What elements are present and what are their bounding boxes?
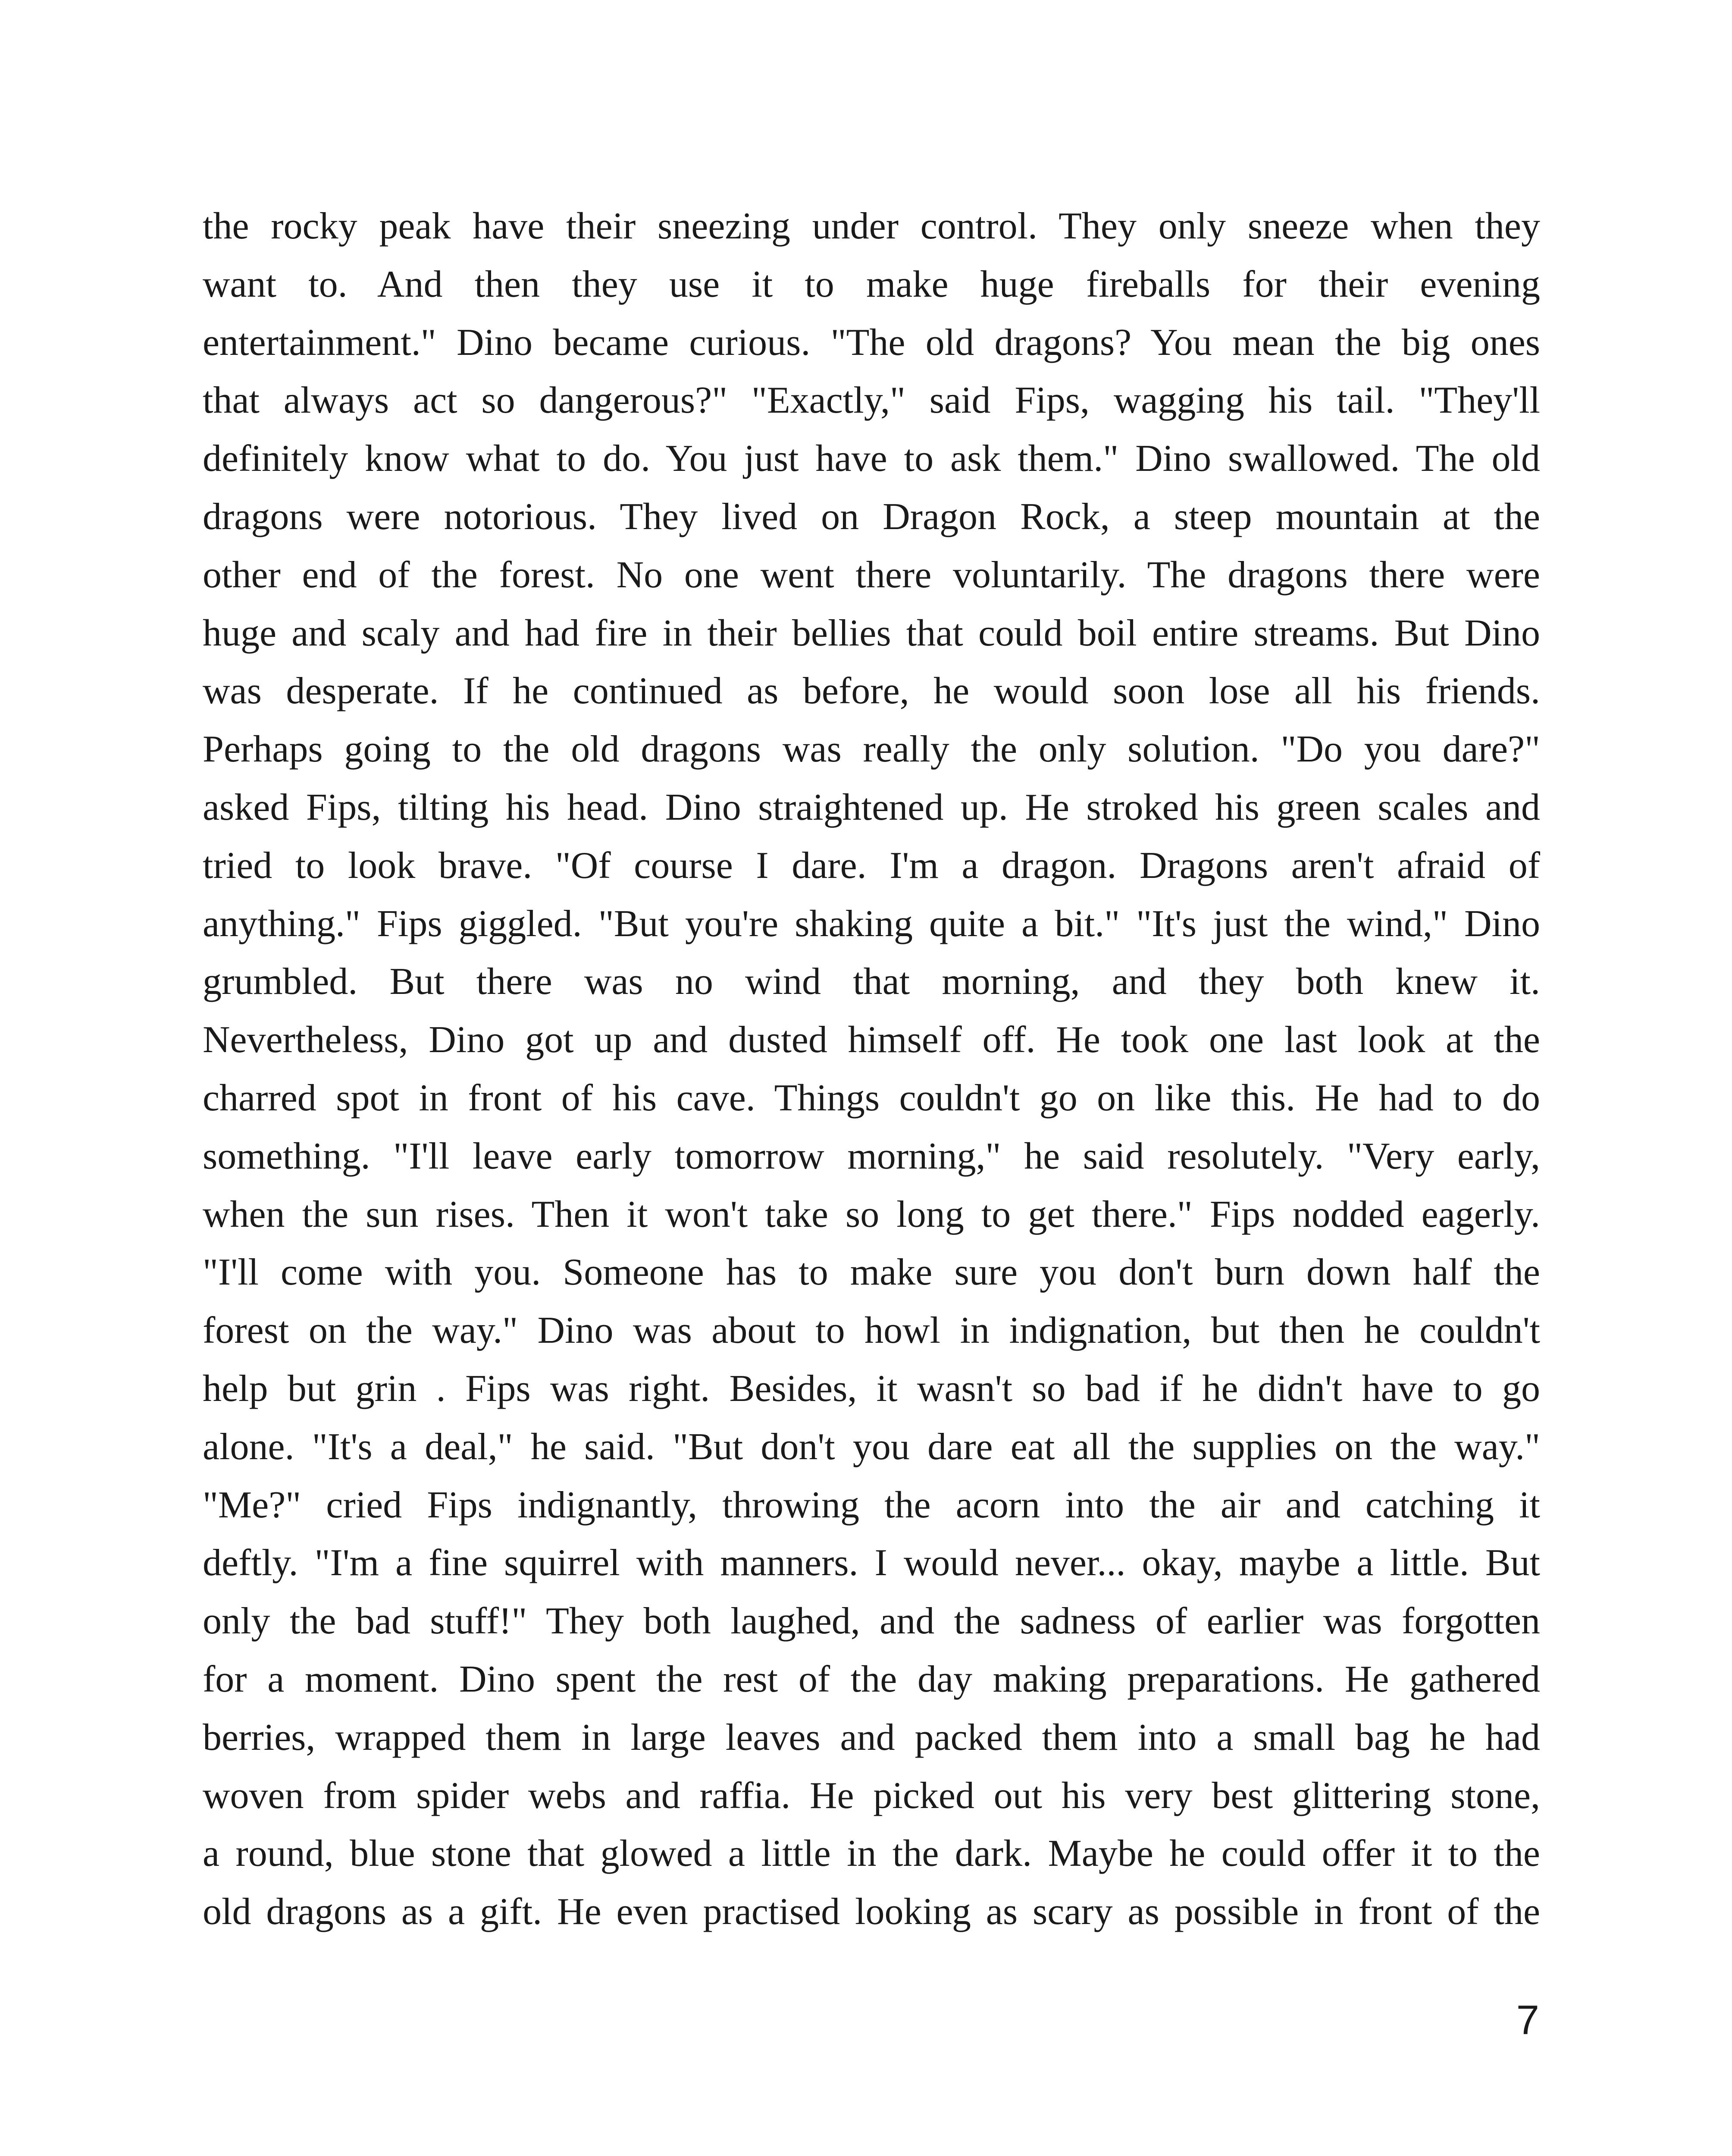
- text-line: woven from spider webs and raffia. He picked out his very best glittering stone,: [203, 1774, 1540, 1817]
- text-line: other end of the forest. No one went there voluntarily. The dragons there were: [203, 554, 1540, 596]
- text-line: when the sun rises. Then it won't take so long to get there." Fips nodded eagerly.: [203, 1193, 1540, 1235]
- text-line: only the bad stuff!" They both laughed, and the sadness of earlier was forgotten: [203, 1600, 1540, 1642]
- text-line: for a moment. Dino spent the rest of the day making preparations. He gathered: [203, 1658, 1540, 1700]
- text-line: Perhaps going to the old dragons was really the only solution. "Do you dare?": [203, 728, 1540, 771]
- text-line: help but grin . Fips was right. Besides, it wasn't so bad if he didn't have to go: [203, 1367, 1540, 1410]
- text-line: anything." Fips giggled. "But you're shaking quite a bit." "It's just the wind," Dino: [203, 903, 1540, 945]
- text-line: want to. And then they use it to make huge fireballs for their evening: [203, 263, 1540, 305]
- text-line: "Me?" cried Fips indignantly, throwing the acorn into the air and catching it: [203, 1484, 1540, 1526]
- text-line: asked Fips, tilting his head. Dino straightened up. He stroked his green scales and: [203, 786, 1540, 828]
- text-line: berries, wrapped them in large leaves and packed them into a small bag he had: [203, 1716, 1540, 1758]
- text-line: entertainment." Dino became curious. "The old dragons? You mean the big ones: [203, 321, 1540, 364]
- text-line: dragons were notorious. They lived on Dragon Rock, a steep mountain at the: [203, 495, 1540, 538]
- text-line: forest on the way." Dino was about to howl in indignation, but then he couldn't: [203, 1310, 1540, 1352]
- text-line: Nevertheless, Dino got up and dusted himself off. He took one last look at the: [203, 1019, 1540, 1061]
- body-text: [203, 197, 1540, 1941]
- text-line: tried to look brave. "Of course I dare. I'm a dragon. Dragons aren't afraid of: [203, 844, 1540, 887]
- text-line: "I'll come with you. Someone has to make sure you don't burn down half the: [203, 1251, 1540, 1294]
- text-line: was desperate. If he continued as before, he would soon lose all his friends.: [203, 670, 1540, 712]
- text-line: alone. "It's a deal," he said. "But don't you dare eat all the supplies on the way.": [203, 1426, 1540, 1468]
- text-line: something. "I'll leave early tomorrow morning," he said resolutely. "Very early,: [203, 1135, 1540, 1177]
- text-line: the rocky peak have their sneezing under control. They only sneeze when they: [203, 205, 1540, 247]
- text-line: definitely know what to do. You just have to ask them." Dino swallowed. The old: [203, 438, 1540, 480]
- text-line: huge and scaly and had fire in their bellies that could boil entire streams. But Dino: [203, 612, 1540, 654]
- text-line: that always act so dangerous?" "Exactly," said Fips, wagging his tail. "They'll: [203, 379, 1540, 422]
- text-line: a round, blue stone that glowed a little in the dark. Maybe he could offer it to the: [203, 1833, 1540, 1875]
- text-line: old dragons as a gift. He even practised looking as scary as possible in front of the: [203, 1891, 1540, 1933]
- text-line: grumbled. But there was no wind that morning, and they both knew it.: [203, 961, 1540, 1003]
- text-line: charred spot in front of his cave. Things couldn't go on like this. He had to do: [203, 1077, 1540, 1119]
- text-line: deftly. "I'm a fine squirrel with manners. I would never... okay, maybe a little. But: [203, 1542, 1540, 1584]
- page-number: 7: [1516, 1997, 1539, 2043]
